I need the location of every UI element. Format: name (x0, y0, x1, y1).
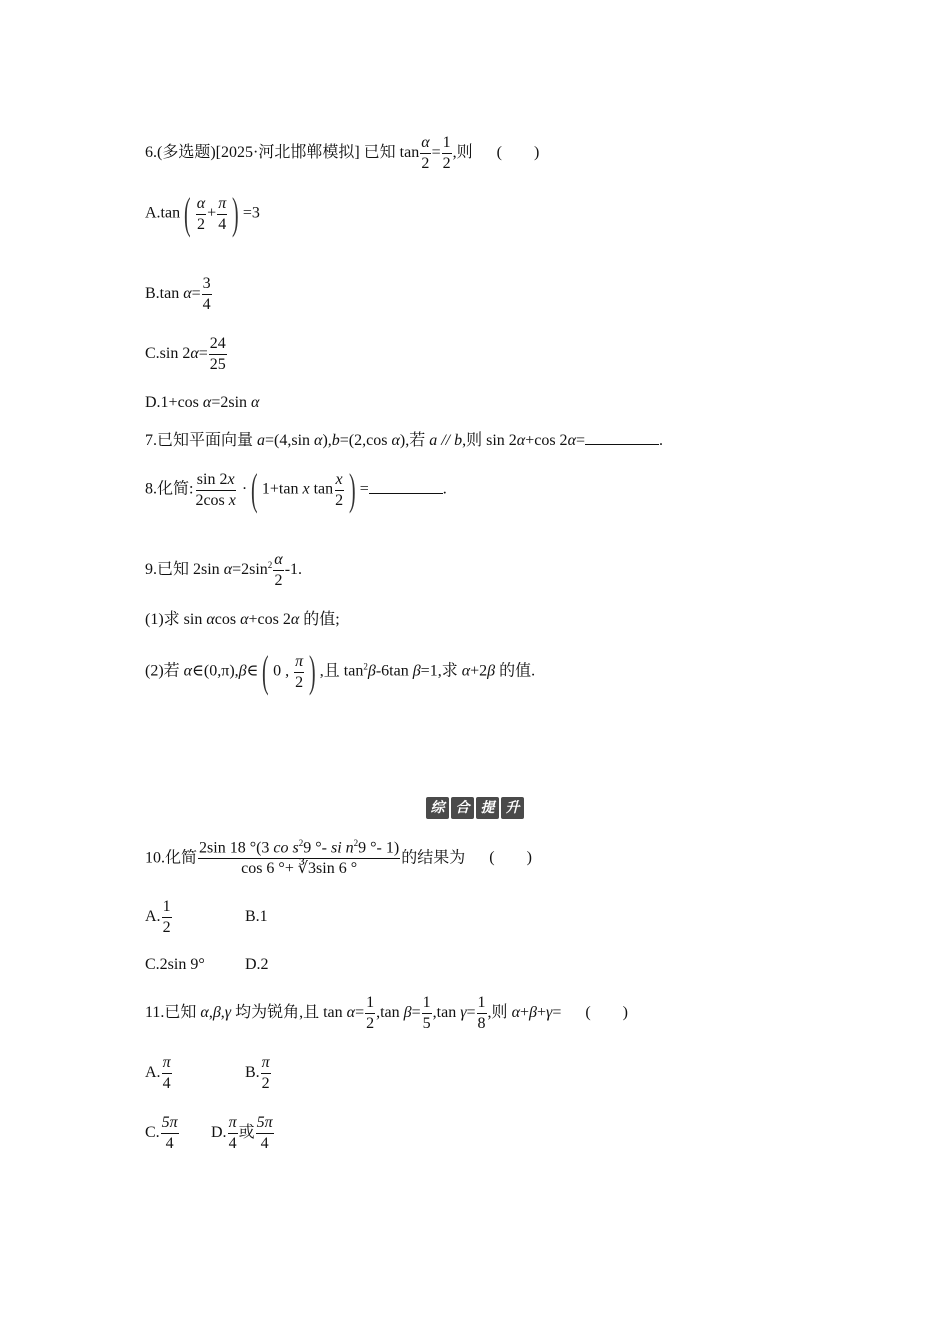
q10-fraction: $\frac{2\sin 18 ^\circ(3 co s^29 ^\circ- si n^29 ^\circ- 1)}{\cos 6 ^\circ+ ∛3\sin 6 ^\circ}$ (199, 838, 400, 878)
q10-options-cd: C.2sin 9° D.2 (145, 956, 269, 973)
banner-char: 升 (501, 797, 524, 819)
answer-bracket: ( ) (496, 144, 540, 162)
q9-part1: (1)求 sin αcos α+cos 2α 的值; (145, 611, 340, 628)
q11-options-ab: A. $\frac{\pi}{4}$ B. $\frac{\pi}{2}$ (145, 1054, 270, 1092)
banner-char: 综 (426, 797, 449, 819)
q6-option-a: A.tan( $\frac{\alpha}{2}$ + $\frac{\pi}{4}$ ) =3 (145, 189, 260, 238)
answer-bracket: ( ) (585, 1004, 629, 1022)
answer-bracket: ( ) (489, 849, 532, 867)
banner-char: 合 (451, 797, 474, 819)
q9-part2: (2)若 α∈(0,π),β∈( 0 , $\frac{\pi}{2}$ ) ,且 $\tan^2\beta-6\tan$ β=1,求 α+2β 的值. (145, 647, 536, 696)
q10-stem: 10.化简 $\frac{2\sin 18 ^\circ(3 co s^29 ^\circ- si n^29 ^\circ- 1)}{\cos 6 ^\circ+ ∛3\sin 6 ^\circ}$ 的结果为 ( ) (145, 838, 532, 878)
section-banner-comprehensive (426, 797, 524, 819)
q8-stem: 8.化简: $\frac{\sin 2x}{\text{2cos x}}$ ·( 1+tan x tan $\frac{x}{2}$ ) = . (145, 465, 447, 514)
fraction-one-half: $\frac{1}{2}$ (442, 134, 451, 172)
q6-option-b: B.tan α= $\frac{3}{4}$ (145, 275, 211, 313)
q6-option-d: D.1+cos α=2sin α (145, 394, 260, 411)
q11-stem: 11.已知 α,β,γ 均为锐角,且 tan α= $\frac{1}{2}$ ,tan β= $\frac{1}{5}$ ,tan γ= $\frac{1}{8}$ ,则 α+β+γ= ( ) (145, 994, 629, 1032)
answer-blank[interactable] (585, 430, 659, 445)
q10-options-ab: A. $\frac{1}{2}$ B.1 (145, 898, 268, 936)
q7-stem: 7.已知平面向量 a=(4,sin α),b=(2,cos α),若 a // b,则 sin 2α+cos 2α= . (145, 432, 663, 449)
q9-stem: 9.已知 2sin $\alpha=2\sin^2$ $\frac{\alpha}{2}$ -1. (145, 551, 303, 589)
q6-option-c: C.sin 2α= $\frac{24}{25}$ (145, 335, 226, 373)
q11-options-cd: C. $\frac{5\pi}{4}$ D. $\frac{\pi}{4}$ 或 $\frac{5\pi}{4}$ (145, 1114, 273, 1152)
q6-stem: 6.(多选题)[2025·河北邯郸模拟] 已知 tan $\frac{\alpha}{2}$ = $\frac{1}{2}$ ,则 ( ) (145, 134, 540, 172)
answer-blank[interactable] (369, 479, 443, 494)
fraction-sin2x-over-2cosx: $\frac{\sin 2x}{\text{2cos x}}$ (195, 470, 236, 509)
banner-char: 提 (476, 797, 499, 819)
fraction-alpha-over-2: $\frac{\alpha}{2}$ (421, 134, 430, 172)
